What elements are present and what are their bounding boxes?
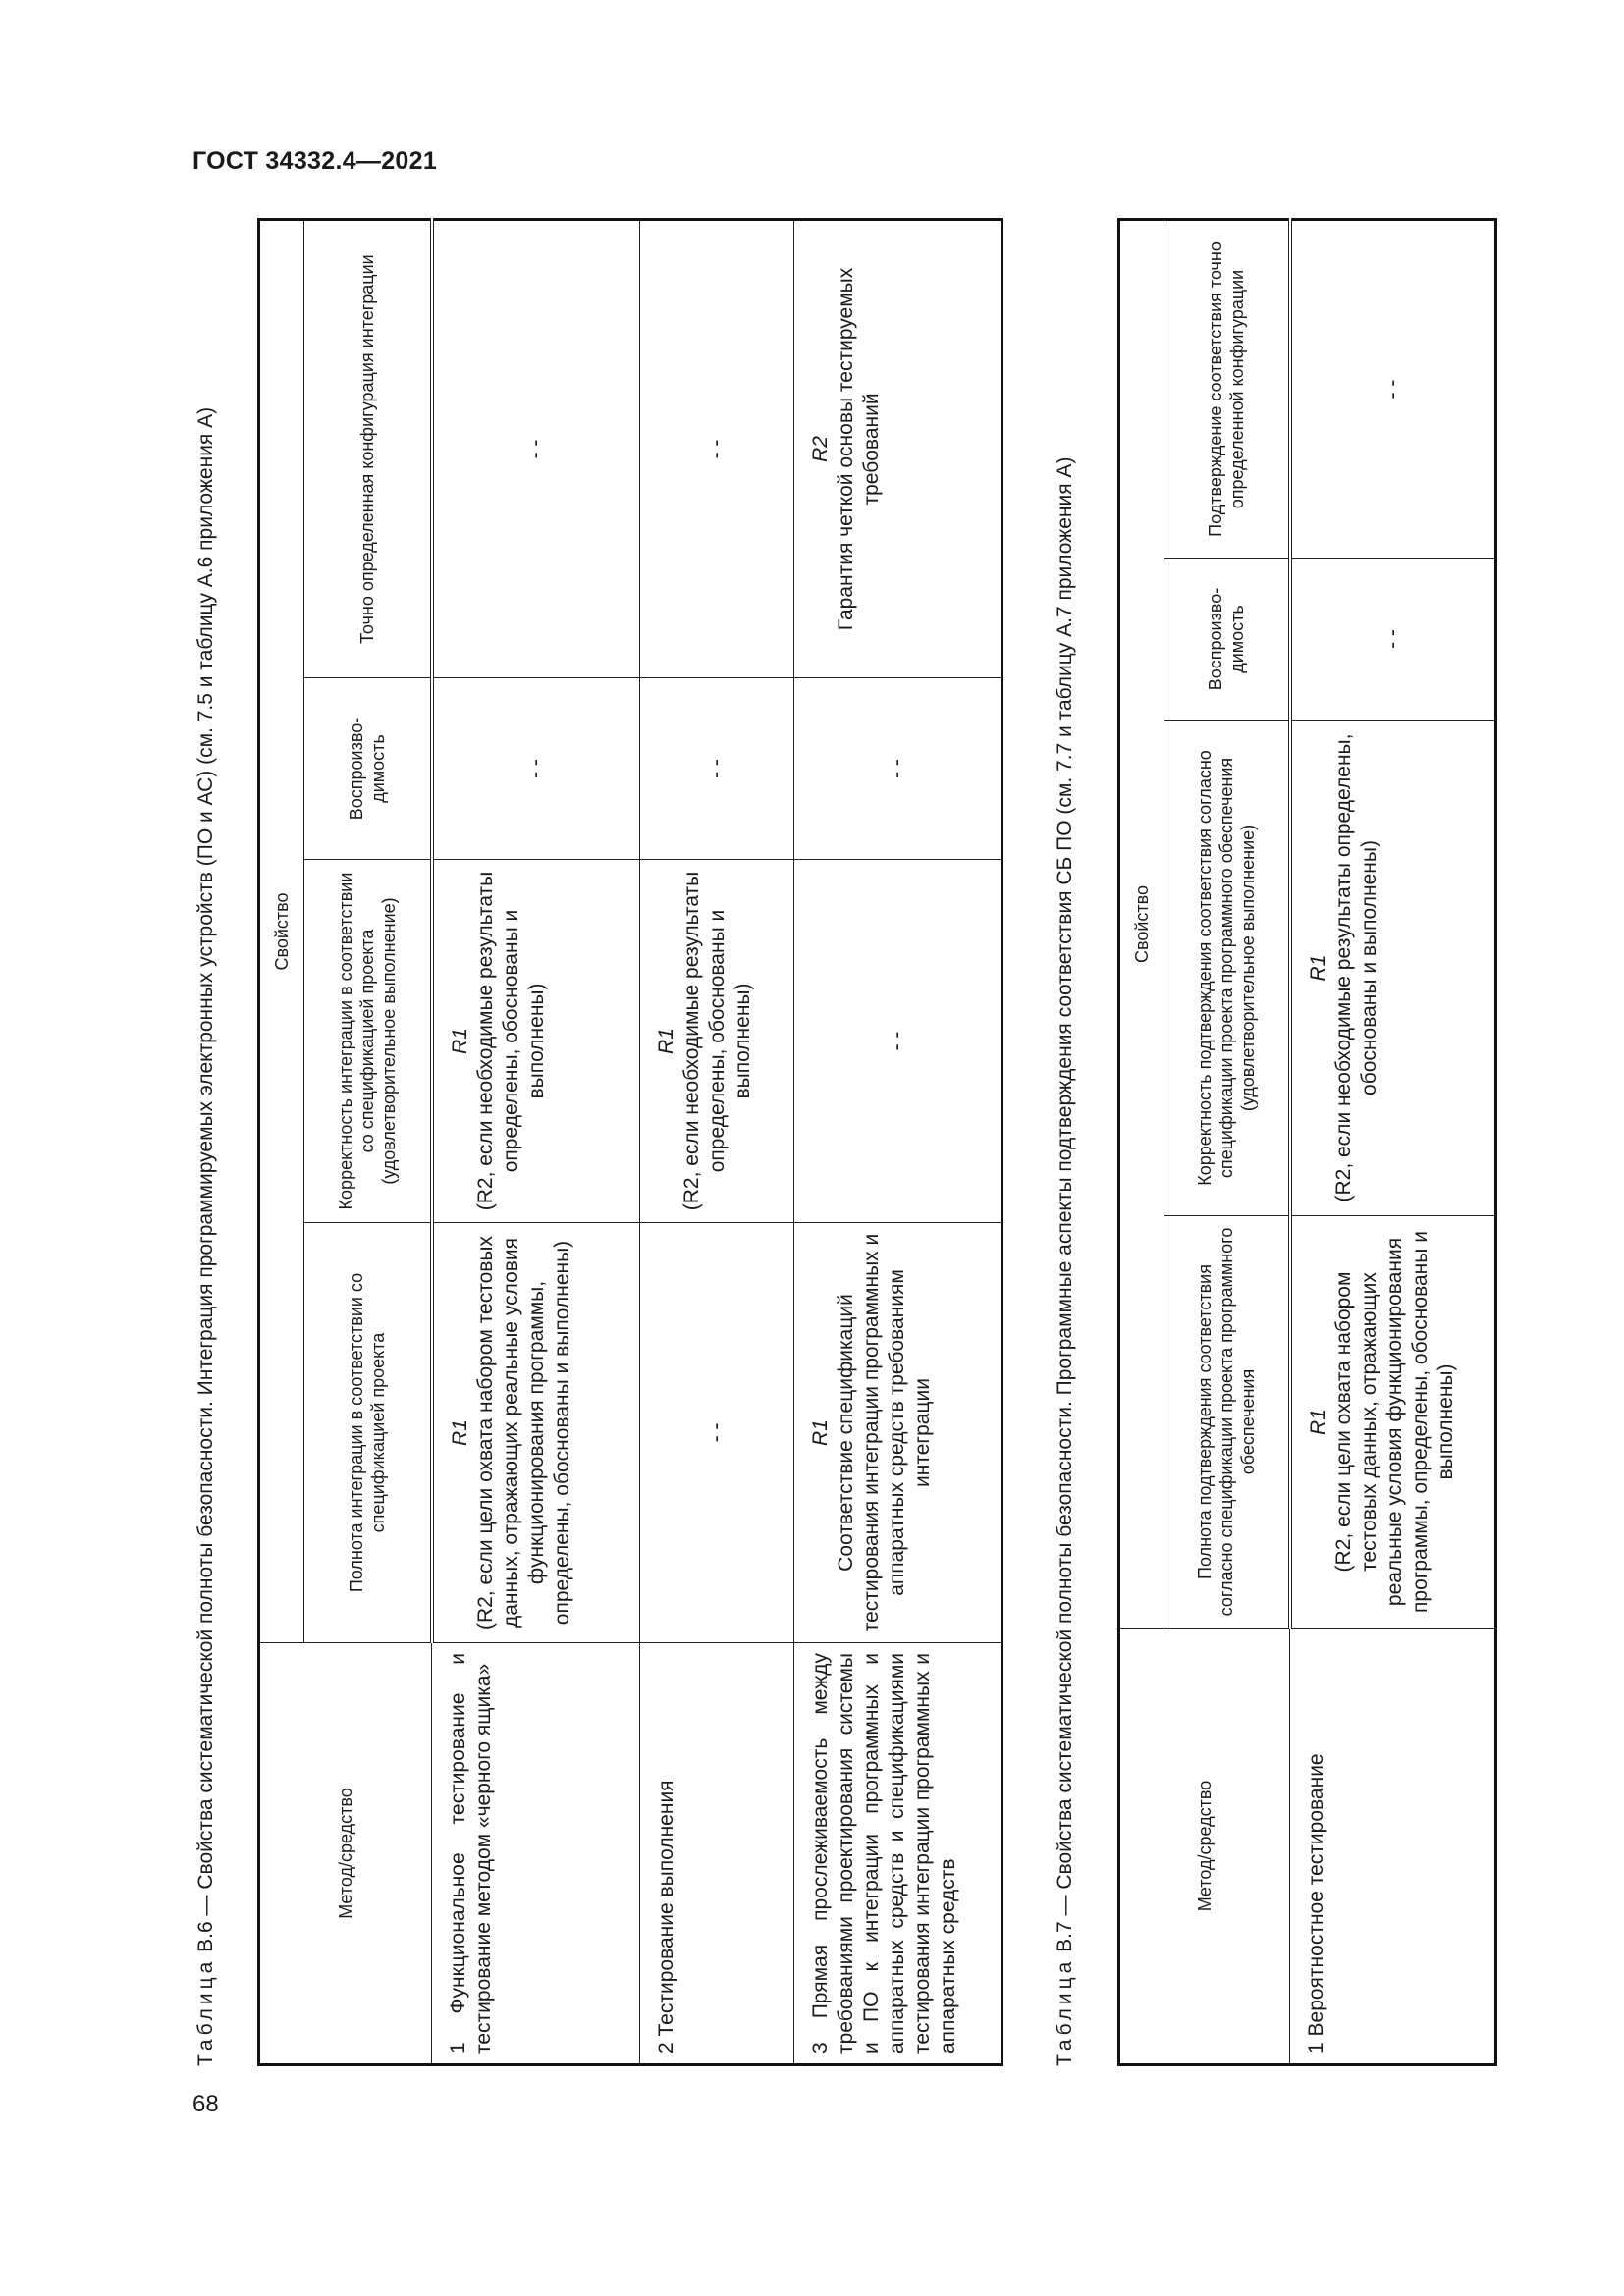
table-b7-caption-label: Таблица bbox=[1054, 1957, 1076, 2066]
table-b6 bbox=[257, 218, 1003, 2066]
table-b7-caption bbox=[1052, 221, 1078, 2066]
table-b6-header-col4: Точно определенная конфигурация интеграции bbox=[304, 219, 432, 677]
table-row bbox=[432, 219, 640, 2064]
table-b6-row1-col1-text: (R2, если цели охвата набором тестовых данных, отражающих реальные условия функционирования программы, определены, обоснованы и выполнены) bbox=[473, 1235, 573, 1630]
table-b6-row3-col2 bbox=[794, 860, 1002, 1223]
table-b6-row1-col2 bbox=[432, 860, 640, 1223]
table-b6-row3-col1-ref: R1 bbox=[809, 1419, 832, 1446]
table-b6-header-col2: Корректность интеграции в соответствии со спецификацией проекта (удовлетворительное выполнение) bbox=[304, 860, 432, 1223]
table-row bbox=[794, 219, 1002, 2064]
table-b7-row1-col4 bbox=[1290, 219, 1496, 558]
table-b7-row1-col2-ref: R1 bbox=[1306, 954, 1329, 982]
table-b7-header-col2: Корректность подтверждения соответствия согласно спецификации проекта программного обеспечения (удовлетворительное выполнение) bbox=[1164, 721, 1290, 1216]
table-b6-row2-col4 bbox=[640, 219, 794, 677]
table-b7-header-col3: Воспроизво- димость bbox=[1164, 559, 1290, 721]
table-b7-caption-text: В.7 — Свойства систематической полноты безопасности. Программные аспекты подтверждения соответствия СБ ПО (см. 7.7 и таблицу А.7 приложения А) bbox=[1054, 456, 1076, 1958]
table-b7-row1-col1 bbox=[1290, 1216, 1496, 1629]
table-b7-header-col4: Подтверждение соответствия точно определенной конфигурации bbox=[1164, 219, 1290, 558]
table-b7-row1-col2-text: (R2, если необходимые результаты определены, обоснованы и выполнены) bbox=[1331, 733, 1380, 1202]
table-b6-row3-col4-ref: R2 bbox=[809, 436, 832, 462]
table-row bbox=[640, 219, 794, 2064]
table-b6-caption bbox=[192, 221, 219, 2066]
table-b6-row3-col3: - - bbox=[794, 678, 1002, 860]
table-b6-row3-col4 bbox=[794, 219, 1002, 677]
table-b6-row2-col1-text: - - bbox=[705, 1422, 728, 1443]
table-b6-row2-col3: - - bbox=[640, 678, 794, 860]
table-b6-row3-col1 bbox=[794, 1223, 1002, 1643]
table-b7-header-method: Метод/средство bbox=[1119, 1629, 1290, 2065]
table-b7-row1-col2 bbox=[1290, 721, 1496, 1216]
rotated-content bbox=[192, 221, 1508, 2066]
table-b6-caption-text: В.6 — Свойства систематической полноты безопасности. Интеграция программируемых электронных устройств (ПО и АС) (см. 7.5 и таблицу А.6 приложения А) bbox=[194, 406, 217, 1958]
table-b6-row1-col1-ref: R1 bbox=[448, 1419, 471, 1446]
table-b6-row2-col1 bbox=[640, 1223, 794, 1643]
table-b7-row1-method: 1 Вероятностное тестирование bbox=[1290, 1629, 1496, 2065]
table-b6-row2-col2-text: (R2, если необходимые результаты определены, обоснованы и выполнены) bbox=[680, 871, 754, 1211]
table-b6-header-col3: Воспроизво- димость bbox=[304, 678, 432, 860]
table-b6-row3-col1-text: Соответствие спецификаций тестирования интеграции программных и аппаратных средств требованиям интеграции bbox=[835, 1233, 934, 1632]
table-b6-header-property: Свойство bbox=[259, 219, 304, 1642]
standard-header: ГОСТ 34332.4—2021 bbox=[192, 147, 438, 175]
table-b6-row2-method: 2 Тестирование выполнения bbox=[640, 1643, 794, 2065]
page-number: 68 bbox=[192, 2091, 219, 2117]
table-b6-row1-col4 bbox=[432, 219, 640, 677]
table-b6-row2-col4-text: - - bbox=[705, 439, 728, 459]
table-b6-row1-col3: - - bbox=[432, 678, 640, 860]
table-b6-row1-method: 1 Функциональное тестирование и тестирование методом «черного ящика» bbox=[432, 1643, 640, 2065]
table-b6-row1-col1 bbox=[432, 1223, 640, 1643]
table-b6-row1-col2-ref: R1 bbox=[448, 1028, 471, 1054]
table-b7-row1-col1-ref: R1 bbox=[1306, 1409, 1329, 1435]
table-b6-row3-col2-text: - - bbox=[886, 1031, 908, 1051]
table-b7-row1-col4-text: - - bbox=[1380, 379, 1404, 400]
table-b6-row1-col4-text: - - bbox=[524, 439, 548, 459]
table-b6-row2-col2-ref: R1 bbox=[655, 1028, 677, 1054]
table-b7-row1-col1-text: (R2, если цели охвата набором тестовых данных, отражающих реальные условия функционирования программы, определены, обоснованы и выполнены) bbox=[1331, 1231, 1457, 1613]
table-row bbox=[1290, 219, 1496, 2064]
table-b7-header-col1: Полнота подтверждения соответствия согласно спецификации проекта программного обеспечения bbox=[1164, 1216, 1290, 1629]
table-b7-header-property: Свойство bbox=[1119, 219, 1164, 1628]
table-b6-caption-label: Таблица bbox=[194, 1957, 217, 2066]
table-b7-row1-col3: - - bbox=[1290, 559, 1496, 721]
table-b6-row1-col2-text: (R2, если необходимые результаты определены, обоснованы и выполнены) bbox=[473, 871, 548, 1211]
table-b6-row2-col2 bbox=[640, 860, 794, 1223]
table-b6-row3-col4-text: Гарантия четкой основы тестируемых требований bbox=[835, 267, 883, 631]
table-b6-header-col1: Полнота интеграции в соответствии со спецификацией проекта bbox=[304, 1223, 432, 1643]
table-b6-header-method: Метод/средство bbox=[259, 1643, 432, 2065]
table-b6-row3-method: 3 Прямая прослеживаемость между требованиями проектирования системы и ПО к интеграции программных и аппаратных средств и спецификациями тестирования интеграции программных и аппаратных средств bbox=[794, 1643, 1002, 2065]
table-b7 bbox=[1117, 218, 1497, 2066]
